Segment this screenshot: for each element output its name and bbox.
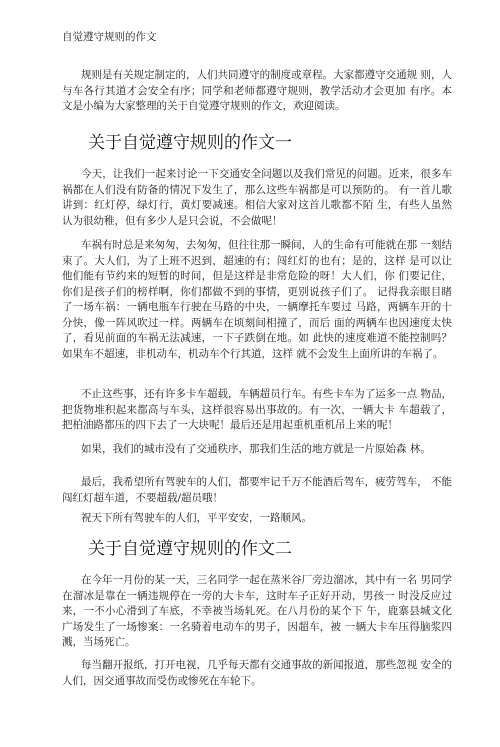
essay-one-paragraph-1: 今天，让我们一起来讨论一下交通安全问题以及我们常见的问题。近来，很多车祸都在人们没有防备的情况下发生了，那么这些车祸都是可以预防的。 有一首儿歌讲到：红灯停，绿灯行，黄灯要减速。相信大家对这首儿歌都不陌 生，有些人虽然认为很幼稚，但有多少人是只会说，不会做呢！ bbox=[62, 168, 452, 227]
essay-one-paragraph-4: 如果，我们的城市没有了交通秩序，那我们生活的地方就是一片原始森 林。 bbox=[81, 443, 431, 455]
essay-one-paragraph-6: 祝天下所有驾驶车的人们，平平安安，一路顺风。 bbox=[81, 512, 312, 524]
document-title: 自觉遵守规则的作文 bbox=[62, 31, 157, 43]
essay-one-paragraph-3: 不止这些事，还有许多卡车超载，车辆超员行车。有些卡车为了运多一点 物品，把货物堆积起来都高与车头，这样很容易出事故的。有一次，一辆大卡 车超载了，把柏油路都压的四下去了一大块呢！最后还是用起重机重机吊上来的呢！ bbox=[62, 388, 452, 431]
essay-one-heading: 关于自觉遵守规则的作文一 bbox=[88, 133, 292, 153]
essay-one-paragraph-2: 车祸有时总是来匆匆，去匆匆，但往往那一瞬间，人的生命有可能就在那 一刻结束了。大人们，为了上班不迟到，超速的有；闯红灯的也有；是的，这样 是可以让他们能有节约来的短暂的时间，但是这样是非常危险的呀！大人们，你 们要记住，你们是孩子们的榜样啊，你们都做不到的事情，更别说孩子们了。 记得我亲眼目睹了一场车祸：一辆电瓶车行驶在马路的中央，一辆摩托车要过 马路，两辆车开的十分快，像一阵风吹过一样。两辆车在顷刻间相撞了，而后 面的两辆车也因速度太快了，看见前面的车祸无法减速，一下子跌倒在地。如 此快的速度难道不能控制吗？如果车不超速，非机动车，机动车个行其道，这样 就不会发生上面所讲的车祸了。 bbox=[62, 239, 452, 360]
intro-paragraph: 规则是有关规定制定的，人们共同遵守的制度或章程。大家都遵守交通规 则，人与车各行其道才会安全有序；同学和老师都遵守规则，教学活动才会更加 有序。本文是小编为大家整理的关于自觉遵守规则的作文，欢迎阅读。 bbox=[62, 69, 452, 112]
essay-two-paragraph-2: 每当翻开报纸，打开电视，几乎每天都有交通事故的新闻报道，那些忽视 安全的人们，因交通事故而受伤或惨死在车轮下。 bbox=[62, 659, 452, 687]
essay-one-paragraph-5: 最后，我希望所有驾驶车的人们，都要牢记千万不能酒后驾车，疲劳驾车， 不能闯红灯超车道，不要超载/超员哦！ bbox=[62, 476, 452, 504]
essay-two-heading: 关于自觉遵守规则的作文二 bbox=[88, 539, 292, 559]
essay-two-paragraph-1: 在今年一月份的某一天，三名同学一起在蒸米谷厂旁边溜冰，其中有一名 男同学在溜冰是靠在一辆违规停在一旁的大卡车，这时车子正好开动，男孩一 时没反应过来，一不小心滑到了车底，不幸被当场轧死。在八月份的某个下 午，鹿寨县城文化广场发生了一场惨案：一名骑着电动车的男子，因超车，被 一辆大卡车压得脑浆四溅，当场死亡。 bbox=[62, 574, 452, 648]
